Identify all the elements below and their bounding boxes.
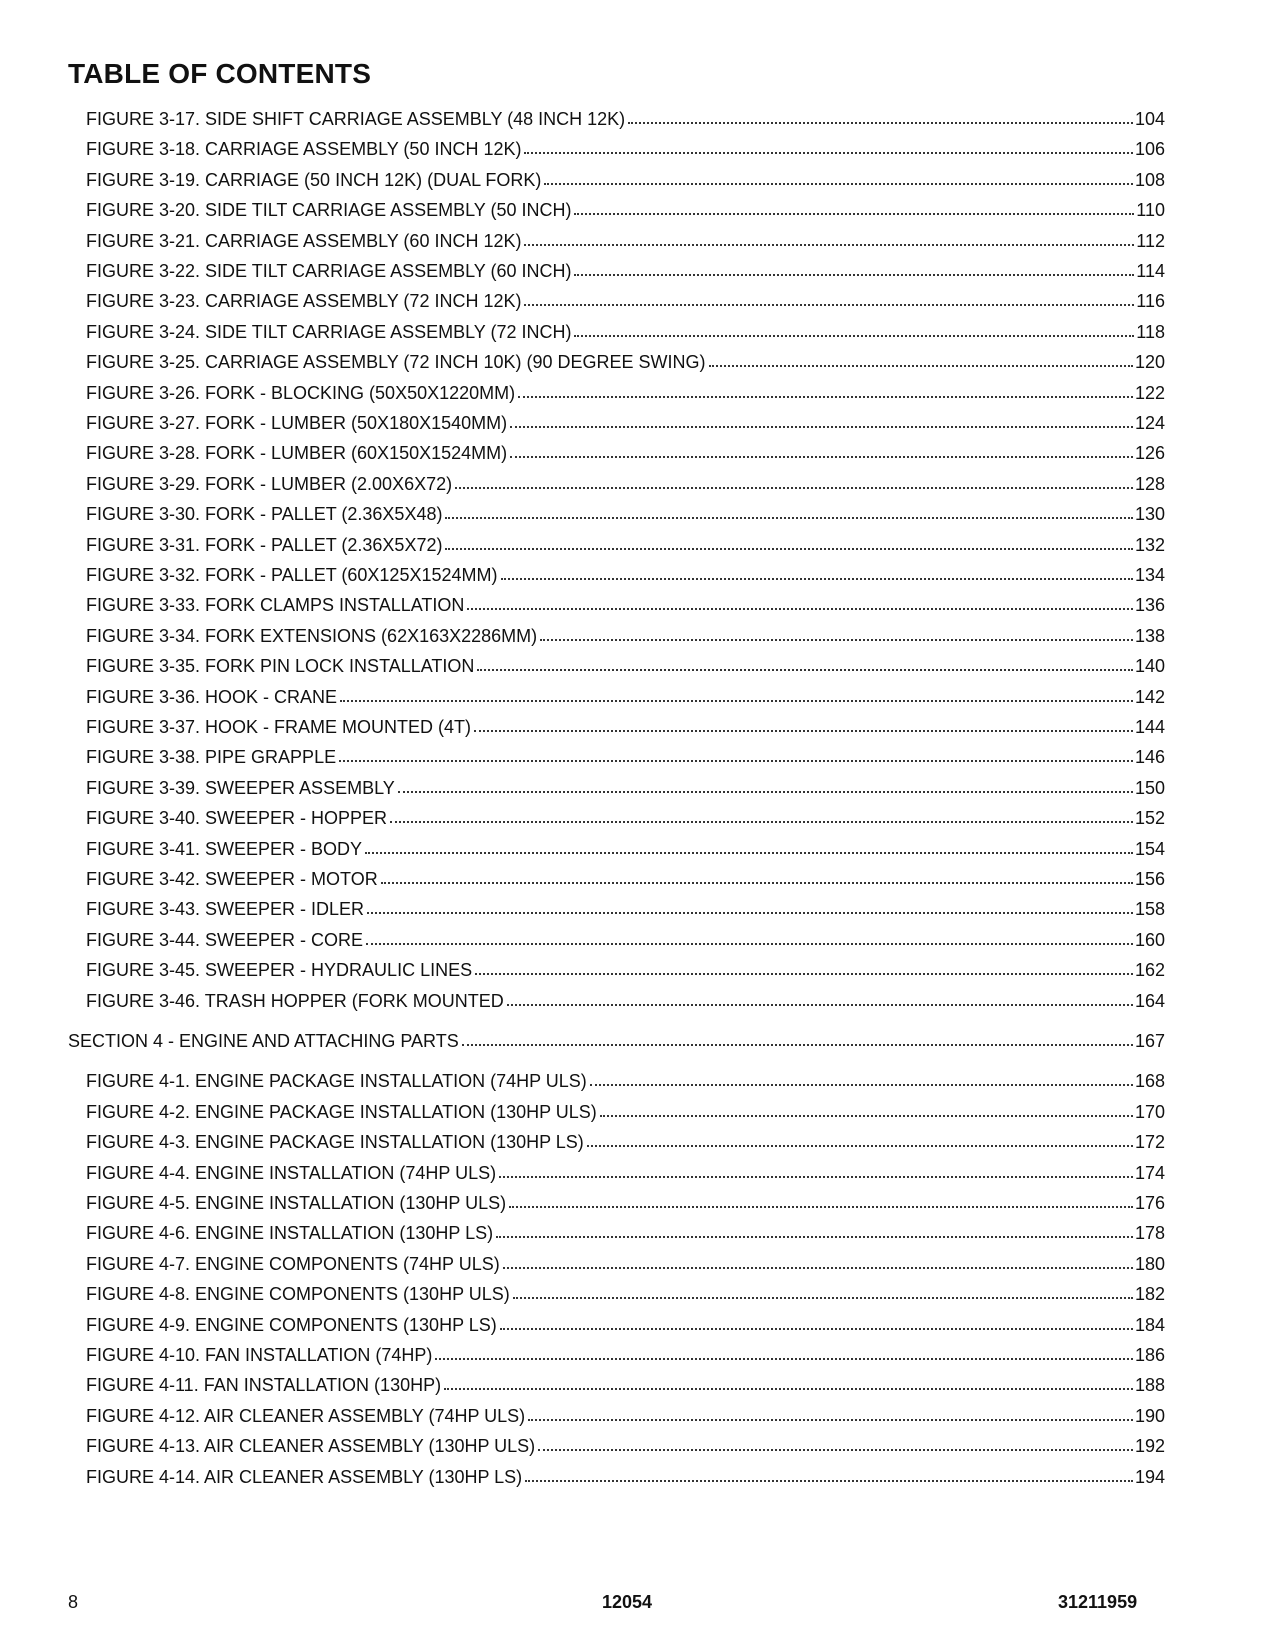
toc-entry-page: 170 [1134, 1102, 1165, 1122]
toc-entry-label: FIGURE 4-2. ENGINE PACKAGE INSTALLATION (130HP ULS) [86, 1102, 597, 1122]
dot-leader [628, 111, 1133, 125]
toc-entry-page: 116 [1136, 291, 1165, 311]
dot-leader [518, 385, 1133, 399]
dot-leader [467, 597, 1133, 611]
toc-entry-page: 146 [1134, 747, 1165, 767]
toc-entry-page: 152 [1134, 808, 1165, 828]
toc-entry-page: 106 [1134, 139, 1165, 159]
dot-leader [499, 1165, 1133, 1179]
toc-entry-label: FIGURE 3-25. CARRIAGE ASSEMBLY (72 INCH 10K) (90 DEGREE SWING) [86, 352, 706, 372]
toc-figure-entry[interactable] [86, 625, 1165, 647]
toc-figure-entry[interactable] [86, 686, 1165, 708]
toc-entry-label: FIGURE 3-23. CARRIAGE ASSEMBLY (72 INCH 12K) [86, 291, 522, 311]
toc-entry-page: 132 [1134, 535, 1165, 555]
toc-entry-label: FIGURE 3-37. HOOK - FRAME MOUNTED (4T) [86, 717, 472, 737]
toc-entry-page: 162 [1134, 960, 1165, 980]
toc-entry-label: FIGURE 3-35. FORK PIN LOCK INSTALLATION [86, 656, 475, 676]
toc-entry-page: 138 [1134, 626, 1165, 646]
toc-figure-entry[interactable] [86, 655, 1165, 677]
toc-entry-label: FIGURE 3-44. SWEEPER - CORE [86, 930, 364, 950]
toc-entry-page: 176 [1134, 1193, 1165, 1213]
dot-leader [381, 871, 1133, 885]
toc-entry-label: FIGURE 4-10. FAN INSTALLATION (74HP) [86, 1345, 433, 1365]
dot-leader [398, 780, 1133, 794]
toc-figure-entry[interactable] [86, 382, 1165, 404]
toc-entry-label: FIGURE 4-5. ENGINE INSTALLATION (130HP ULS) [86, 1193, 507, 1213]
toc-figure-entry[interactable] [86, 1131, 1165, 1153]
toc-entry-page: 192 [1134, 1436, 1165, 1456]
toc-entry-label: FIGURE 4-9. ENGINE COMPONENTS (130HP LS) [86, 1315, 497, 1335]
dot-leader [477, 658, 1133, 672]
toc-figure-entry[interactable] [86, 1070, 1165, 1092]
toc-entry-label: FIGURE 3-34. FORK EXTENSIONS (62X163X2286MM) [86, 626, 538, 646]
dot-leader [462, 1033, 1133, 1047]
dot-leader [524, 293, 1134, 307]
toc-entry-label: FIGURE 4-12. AIR CLEANER ASSEMBLY (74HP ULS) [86, 1406, 526, 1426]
toc-figure-entry[interactable] [86, 230, 1165, 252]
toc-entry-label: SECTION 4 - ENGINE AND ATTACHING PARTS [68, 1031, 459, 1051]
toc-figure-entry[interactable] [86, 1101, 1165, 1123]
dot-leader [475, 962, 1133, 976]
dot-leader [455, 476, 1133, 490]
toc-figure-entry[interactable] [86, 1344, 1165, 1366]
footer-page-number: 8 [68, 1592, 79, 1612]
dot-leader [496, 1225, 1133, 1239]
toc-entry-page: 126 [1134, 443, 1165, 463]
toc-entry-label: FIGURE 3-22. SIDE TILT CARRIAGE ASSEMBLY (60 INCH) [86, 261, 572, 281]
toc-figure-entry[interactable] [86, 716, 1165, 738]
toc-entry-page: 114 [1136, 261, 1165, 281]
dot-leader [524, 233, 1134, 247]
toc-entry-page: 167 [1134, 1031, 1165, 1051]
toc-entry-label: FIGURE 4-6. ENGINE INSTALLATION (130HP LS) [86, 1223, 494, 1243]
dot-leader [540, 628, 1133, 642]
toc-entry-page: 120 [1134, 352, 1165, 372]
toc-figure-entry[interactable] [86, 503, 1165, 525]
toc-figure-entry[interactable] [86, 1314, 1165, 1336]
toc-entry-page: 124 [1134, 413, 1165, 433]
toc-figure-entry[interactable] [86, 351, 1165, 373]
toc-entry-label: FIGURE 3-17. SIDE SHIFT CARRIAGE ASSEMBLY (48 INCH 12K) [86, 109, 626, 129]
toc-entry-label: FIGURE 3-21. CARRIAGE ASSEMBLY (60 INCH 12K) [86, 231, 522, 251]
dot-leader [709, 354, 1133, 368]
toc-figure-entry[interactable] [86, 199, 1165, 221]
dot-leader [587, 1134, 1133, 1148]
dot-leader [538, 1438, 1133, 1452]
dot-leader [524, 141, 1132, 155]
toc-figure-entry[interactable] [86, 1162, 1165, 1184]
toc-entry-label: FIGURE 3-31. FORK - PALLET (2.36X5X72) [86, 535, 443, 555]
toc-figure-entry[interactable] [86, 838, 1165, 860]
toc-entry-label: FIGURE 3-26. FORK - BLOCKING (50X50X1220MM) [86, 383, 516, 403]
toc-entry-page: 156 [1134, 869, 1165, 889]
toc-entry-label: FIGURE 3-42. SWEEPER - MOTOR [86, 869, 378, 889]
dot-leader [509, 1195, 1133, 1209]
toc-entry-page: 144 [1134, 717, 1165, 737]
dot-leader [500, 1317, 1133, 1331]
dot-leader [574, 263, 1134, 277]
toc-entry-label: FIGURE 4-11. FAN INSTALLATION (130HP) [86, 1375, 442, 1395]
dot-leader [390, 810, 1133, 824]
dot-leader [474, 719, 1133, 733]
toc-entry-label: FIGURE 3-45. SWEEPER - HYDRAULIC LINES [86, 960, 473, 980]
toc-section-entry[interactable] [68, 1030, 1165, 1052]
toc-entry-label: FIGURE 3-46. TRASH HOPPER (FORK MOUNTED [86, 991, 504, 1011]
toc-figure-entry[interactable] [86, 1466, 1165, 1488]
toc-figure-entry[interactable] [86, 777, 1165, 799]
dot-leader [510, 445, 1133, 459]
page-title: TABLE OF CONTENTS [68, 58, 372, 89]
toc-entry-page: 188 [1134, 1375, 1165, 1395]
toc-figure-entry[interactable] [86, 564, 1165, 586]
dot-leader [445, 537, 1132, 551]
toc-entry-page: 142 [1134, 687, 1165, 707]
toc-figure-entry[interactable] [86, 746, 1165, 768]
toc-entry-label: FIGURE 4-4. ENGINE INSTALLATION (74HP ULS) [86, 1163, 497, 1183]
toc-entry-label: FIGURE 4-14. AIR CLEANER ASSEMBLY (130HP LS) [86, 1467, 523, 1487]
toc-entry-page: 122 [1134, 383, 1165, 403]
toc-entry-page: 112 [1136, 231, 1165, 251]
toc-figure-entry[interactable] [86, 929, 1165, 951]
toc-entry-page: 184 [1134, 1315, 1165, 1335]
dot-leader [365, 841, 1133, 855]
toc-entry-page: 128 [1134, 474, 1165, 494]
footer-center-code: 12054 [602, 1592, 653, 1612]
dot-leader [445, 506, 1132, 520]
toc-figure-entry[interactable] [86, 594, 1165, 616]
toc-figure-entry[interactable] [86, 321, 1165, 343]
toc-figure-entry[interactable] [86, 807, 1165, 829]
toc-entry-label: FIGURE 3-38. PIPE GRAPPLE [86, 747, 337, 767]
dot-leader [513, 1286, 1133, 1300]
toc-figure-entry[interactable] [86, 1374, 1165, 1396]
dot-leader [525, 1469, 1133, 1483]
toc-figure-entry[interactable] [86, 1253, 1165, 1275]
toc-entry-page: 174 [1134, 1163, 1165, 1183]
toc-figure-entry[interactable] [86, 108, 1165, 130]
toc-entry-page: 110 [1136, 200, 1165, 220]
toc-figure-entry[interactable] [86, 412, 1165, 434]
dot-leader [367, 901, 1133, 915]
toc-entry-page: 180 [1134, 1254, 1165, 1274]
toc-entry-page: 164 [1134, 991, 1165, 1011]
dot-leader [503, 1256, 1133, 1270]
toc-entry-label: FIGURE 3-27. FORK - LUMBER (50X180X1540MM) [86, 413, 508, 433]
toc-entry-label: FIGURE 3-19. CARRIAGE (50 INCH 12K) (DUAL FORK) [86, 170, 542, 190]
toc-entry-label: FIGURE 3-36. HOOK - CRANE [86, 687, 338, 707]
toc-figure-entry[interactable] [86, 1405, 1165, 1427]
dot-leader [574, 202, 1134, 216]
toc-figure-entry[interactable] [86, 260, 1165, 282]
dot-leader [600, 1104, 1133, 1118]
toc-entry-label: FIGURE 3-20. SIDE TILT CARRIAGE ASSEMBLY (50 INCH) [86, 200, 572, 220]
toc-entry-page: 140 [1134, 656, 1165, 676]
toc-entry-page: 160 [1134, 930, 1165, 950]
toc-figure-entry[interactable] [86, 169, 1165, 191]
toc-figure-entry[interactable] [86, 990, 1165, 1012]
dot-leader [574, 324, 1134, 338]
dot-leader [340, 689, 1133, 703]
toc-entry-page: 190 [1134, 1406, 1165, 1426]
toc-entry-page: 158 [1134, 899, 1165, 919]
dot-leader [590, 1073, 1133, 1087]
toc-entry-label: FIGURE 3-32. FORK - PALLET (60X125X1524MM) [86, 565, 498, 585]
dot-leader [366, 932, 1133, 946]
toc-entry-label: FIGURE 4-13. AIR CLEANER ASSEMBLY (130HP ULS) [86, 1436, 536, 1456]
footer-document-number: 31211959 [1058, 1592, 1138, 1612]
toc-entry-label: FIGURE 3-41. SWEEPER - BODY [86, 839, 363, 859]
toc-entry-page: 130 [1134, 504, 1165, 524]
toc-entry-page: 186 [1134, 1345, 1165, 1365]
toc-entry-label: FIGURE 3-43. SWEEPER - IDLER [86, 899, 365, 919]
toc-entry-label: FIGURE 3-24. SIDE TILT CARRIAGE ASSEMBLY (72 INCH) [86, 322, 572, 342]
toc-entry-label: FIGURE 3-29. FORK - LUMBER (2.00X6X72) [86, 474, 453, 494]
dot-leader [501, 567, 1133, 581]
toc-entry-page: 178 [1134, 1223, 1165, 1243]
toc-figure-entry[interactable] [86, 442, 1165, 464]
toc-entry-label: FIGURE 4-8. ENGINE COMPONENTS (130HP ULS) [86, 1284, 510, 1304]
toc-figure-entry[interactable] [86, 1222, 1165, 1244]
toc-entry-label: FIGURE 3-33. FORK CLAMPS INSTALLATION [86, 595, 465, 615]
toc-entry-label: FIGURE 3-30. FORK - PALLET (2.36X5X48) [86, 504, 443, 524]
dot-leader [435, 1347, 1133, 1361]
toc-figure-entry[interactable] [86, 138, 1165, 160]
toc-entry-page: 108 [1134, 170, 1165, 190]
toc-figure-entry[interactable] [86, 1283, 1165, 1305]
dot-leader [510, 415, 1133, 429]
toc-figure-entry[interactable] [86, 959, 1165, 981]
toc-entry-label: FIGURE 4-3. ENGINE PACKAGE INSTALLATION (130HP LS) [86, 1132, 584, 1152]
toc-entry-label: FIGURE 4-7. ENGINE COMPONENTS (74HP ULS) [86, 1254, 500, 1274]
toc-figure-entry[interactable] [86, 898, 1165, 920]
dot-leader [507, 993, 1133, 1007]
dot-leader [444, 1377, 1133, 1391]
toc-entry-page: 118 [1136, 322, 1165, 342]
toc-entry-page: 136 [1134, 595, 1165, 615]
toc-entry-page: 194 [1134, 1467, 1165, 1487]
toc-entry-page: 154 [1134, 839, 1165, 859]
toc-entry-label: FIGURE 3-40. SWEEPER - HOPPER [86, 808, 388, 828]
toc-entry-page: 150 [1134, 778, 1165, 798]
toc-figure-entry[interactable] [86, 534, 1165, 556]
toc-figure-entry[interactable] [86, 1435, 1165, 1457]
dot-leader [528, 1408, 1133, 1422]
dot-leader [339, 749, 1133, 763]
toc-entry-label: FIGURE 3-18. CARRIAGE ASSEMBLY (50 INCH 12K) [86, 139, 522, 159]
toc-figure-entry[interactable] [86, 1192, 1165, 1214]
toc-entry-page: 104 [1134, 109, 1165, 129]
toc-entry-page: 134 [1134, 565, 1165, 585]
toc-figure-entry[interactable] [86, 473, 1165, 495]
toc-entry-label: FIGURE 3-28. FORK - LUMBER (60X150X1524MM) [86, 443, 508, 463]
toc-figure-entry[interactable] [86, 868, 1165, 890]
toc-entry-label: FIGURE 4-1. ENGINE PACKAGE INSTALLATION (74HP ULS) [86, 1071, 587, 1091]
toc-entry-page: 182 [1134, 1284, 1165, 1304]
toc-entry-label: FIGURE 3-39. SWEEPER ASSEMBLY [86, 778, 395, 798]
toc-entry-page: 172 [1134, 1132, 1165, 1152]
dot-leader [544, 172, 1133, 186]
toc-figure-entry[interactable] [86, 290, 1165, 312]
toc-entry-page: 168 [1134, 1071, 1165, 1091]
